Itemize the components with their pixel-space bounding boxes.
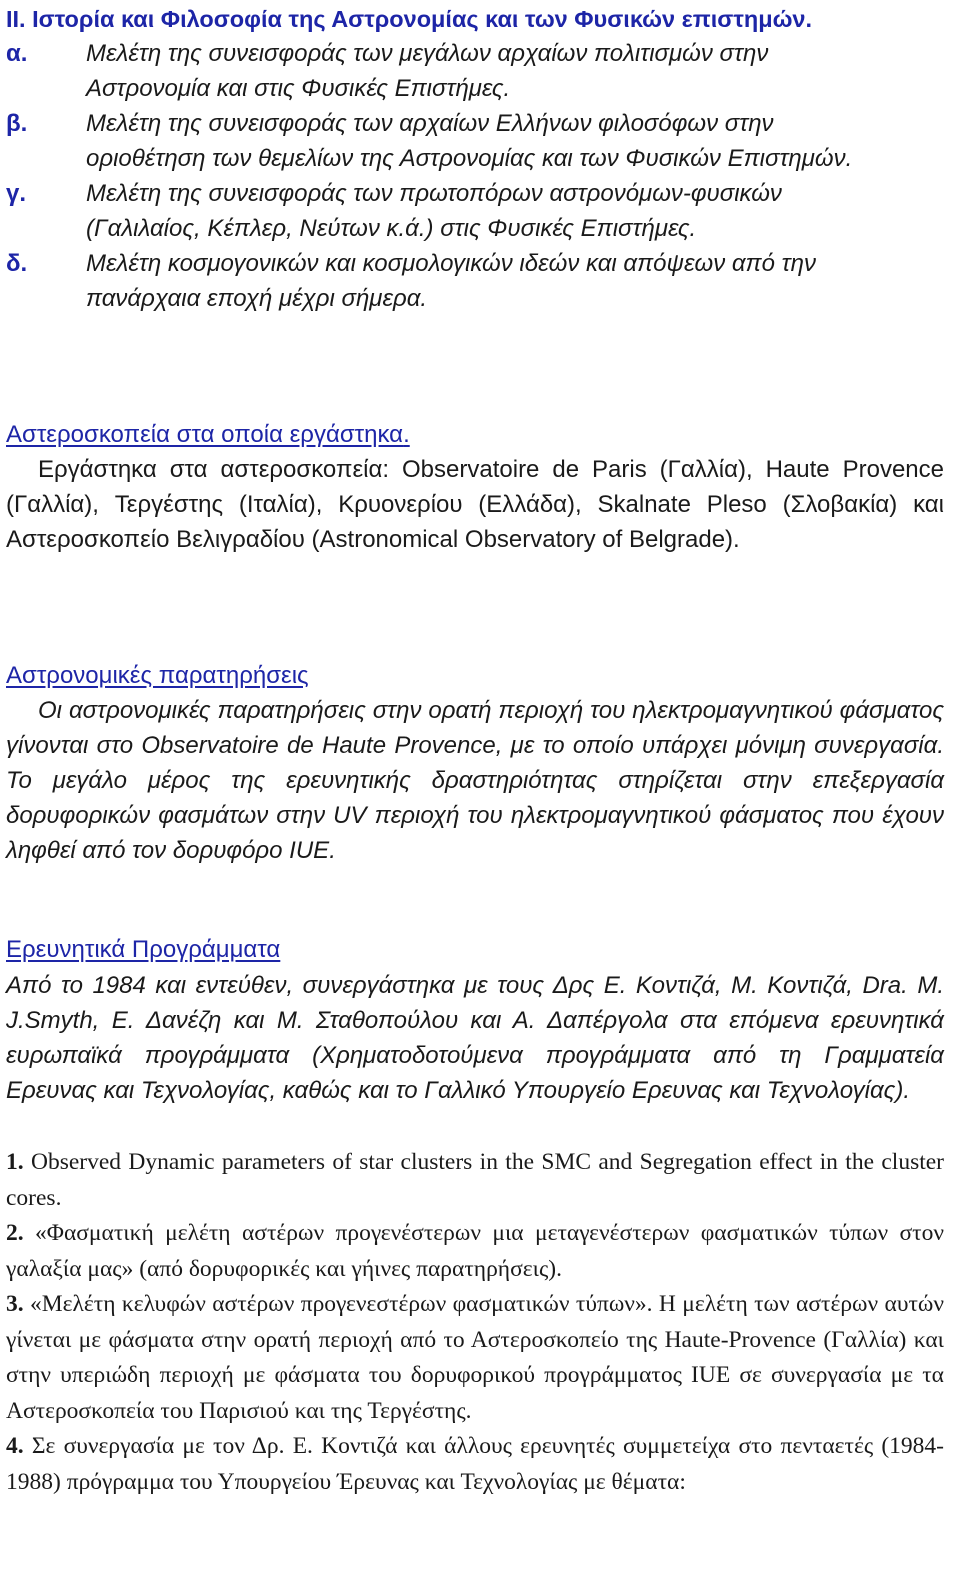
observatories-paragraph: Εργάστηκα στα αστεροσκοπεία: Observatoire de Paris (Γαλλία), Haute Provence (Γαλλία), Τεργέστης (Ιταλία), Κρυονερίου (Ελλάδα), Skalnate Pleso (Σλοβακία) και Αστεροσκοπείο Βελιγραδίου (Astronomical Observatory of Belgrade).: [6, 456, 944, 553]
program-text: «Φασματική μελέτη αστέρων προγενέστερων μια μεταγενέστερων φασματικών τύπων στον γαλαξία μας» (από δορυφορικές και γήινες παρατηρήσεις).: [6, 1220, 944, 1282]
list-item: [6, 106, 866, 176]
item-letter: δ.: [6, 250, 28, 277]
observations-paragraph: Οι αστρονομικές παρατηρήσεις στην ορατή περιοχή του ηλεκτρομαγνητικού φάσματος γίνονται στο Observatoire de Haute Provence, με το οποίο υπάρχει μόνιμη συνεργασία. Το μεγάλο μέρος της ερευνητικής δραστηριότητας στηρίζεται στην επεξεργασία δορυφορικών φασμάτων στην UV περιοχή του ηλεκτρομαγνητικού φάσματος που έχουν ληφθεί από τον δορυφόρο IUE.: [6, 697, 944, 864]
item-letter: α.: [6, 40, 28, 67]
programs-intro: Από το 1984 και εντεύθεν, συνεργάστηκα με τους Δρς Ε. Κοντιζά, Μ. Κοντιζά, Dra. M. J.Smyth, Ε. Δανέζη και Μ. Σταθοπούλου και Α. Δαπέργολα στα επόμενα ερευνητικά ευρωπαϊκά προγράμματα (Χρηματοδοτούμενα προγράμματα από τη Γραμματεία Ερευνας και Τεχνολογίας, καθώς και το Γαλλικό Υπουργείο Ερευνας και Τεχνολογίας).: [6, 972, 944, 1104]
item-letter: γ.: [6, 180, 27, 207]
program-text: Σε συνεργασία με τον Δρ. Ε. Κοντιζά και άλλους ερευνητές συμμετείχα στο πενταετές (1984-1988) πρόγραμμα του Υπουργείου Έρευνας και Τεχνολογίας με θέματα:: [6, 1433, 944, 1495]
item-text: Μελέτη κοσμογονικών και κοσμολογικών ιδεών και απόψεων από την πανάρχαια εποχή μέχρι σήμερα.: [86, 250, 816, 312]
item-text: Μελέτη της συνεισφοράς των αρχαίων Ελλήνων φιλοσόφων στην οριοθέτηση των θεμελίων της Αστρονομίας και των Φυσικών Επιστημών.: [86, 110, 853, 172]
study-list: [6, 36, 866, 316]
program-item: [6, 1145, 944, 1216]
programs-heading: Ερευνητικά Προγράμματα: [6, 936, 281, 963]
program-item: [6, 1216, 944, 1287]
list-item: [6, 246, 866, 316]
list-item: [6, 36, 866, 106]
item-text: Μελέτη της συνεισφοράς των πρωτοπόρων αστρονόμων-φυσικών (Γαλιλαίος, Κέπλερ, Νεύτων κ.ά.) στις Φυσικές Επιστήμες.: [86, 180, 782, 242]
section-title: II. Ιστορία και Φιλοσοφία της Αστρονομίας και των Φυσικών επιστημών.: [6, 6, 813, 32]
program-text: Observed Dynamic parameters of star clusters in the SMC and Segregation effect in the cluster cores.: [6, 1149, 944, 1211]
program-number: 3.: [6, 1291, 24, 1317]
program-item: [6, 1287, 944, 1429]
program-number: 2.: [6, 1220, 24, 1246]
programs-list: [6, 1145, 944, 1500]
item-letter: β.: [6, 110, 28, 137]
program-text: «Μελέτη κελυφών αστέρων προγενεστέρων φασματικών τύπων». Η μελέτη των αστέρων αυτών γίνεται με φάσματα στην ορατή περιοχή από το Αστεροσκοπείο της Haute-Provence (Γαλλία) και στην υπεριώδη περιοχή με φάσματα του δορυφορικού προγράμματος IUE σε συνεργασία με τα Αστεροσκοπεία του Παρισιού και της Τεργέστης.: [6, 1291, 944, 1424]
program-number: 4.: [6, 1433, 24, 1459]
observatories-heading-text: Αστεροσκοπεία στα οποία εργάστηκα: [6, 421, 404, 448]
observatories-heading: Αστεροσκοπεία στα οποία εργάστηκα.: [6, 421, 410, 448]
program-item: [6, 1429, 944, 1500]
item-text: Μελέτη της συνεισφοράς των μεγάλων αρχαίων πολιτισμών στην Αστρονομία και στις Φυσικές Επιστήμες.: [86, 40, 769, 102]
list-item: [6, 176, 866, 246]
observations-heading: Αστρονομικές παρατηρήσεις: [6, 662, 309, 689]
program-number: 1.: [6, 1149, 24, 1175]
